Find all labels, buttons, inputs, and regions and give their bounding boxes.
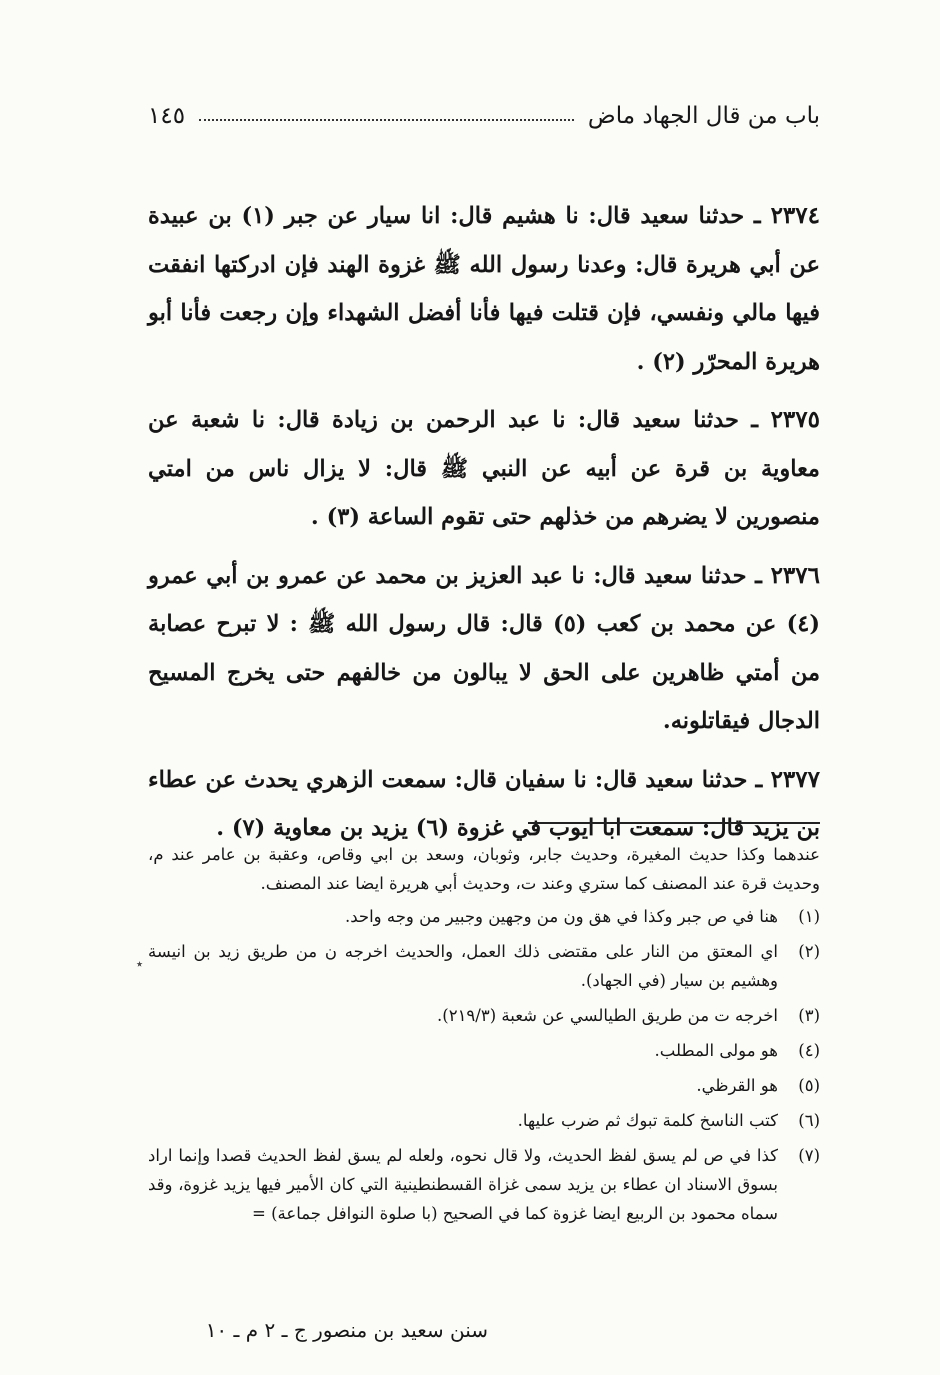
hadith-2377 bbox=[148, 756, 820, 853]
footnote-text: هو القرظي. bbox=[696, 1076, 778, 1095]
footnote-7 bbox=[148, 1141, 820, 1228]
footnote-text: هو مولى المطلب. bbox=[654, 1041, 778, 1060]
hadith-section bbox=[148, 192, 820, 863]
page-number: ١٤٥ bbox=[148, 103, 186, 129]
running-title: باب من قال الجهاد ماض bbox=[587, 103, 820, 129]
hadith-number: ٢٣٧٧ ـ bbox=[755, 765, 820, 793]
footnote-number: (٥) bbox=[798, 1076, 820, 1095]
footnote-4 bbox=[148, 1036, 820, 1065]
footnote-number: (٤) bbox=[798, 1041, 820, 1060]
hadith-text: حدثنا سعيد قال: نا عبد الرحمن بن زيادة قال: نا شعبة عن معاوية بن قرة عن أبيه عن النبي ﷺ قال: لا يزال ناس من امتي منصورين لا يضرهم من خذلهم حتى تقوم الساعة (٣) . bbox=[148, 407, 820, 530]
footnote-number: (٣) bbox=[798, 1006, 820, 1025]
signature-line: سنن سعيد بن منصور ج ـ ٢ م ـ ١٠ bbox=[205, 1318, 488, 1342]
footnote-5 bbox=[148, 1071, 820, 1100]
hadith-2375 bbox=[148, 396, 820, 542]
footnotes bbox=[148, 840, 820, 1234]
margin-mark: ٭ bbox=[136, 957, 144, 972]
hadith-text: حدثنا سعيد قال: نا عبد العزيز بن محمد عن عمرو بن أبي عمرو (٤) عن محمد بن كعب (٥) قال: قال رسول الله ﷺ : لا تبرح عصابة من أمتي ظاهرين على الحق لا يبالون من خالفهم حتى يخرج المسيح الدجال فيقاتلونه. bbox=[148, 562, 820, 734]
footnote-number: (٢) bbox=[798, 942, 820, 961]
footnote-text: كتب الناسخ كلمة تبوك ثم ضرب عليها. bbox=[517, 1111, 778, 1130]
hadith-number: ٢٣٧٤ ـ bbox=[753, 202, 820, 229]
hadith-number: ٢٣٧٥ ـ bbox=[751, 406, 820, 433]
footnote-number: (٦) bbox=[798, 1111, 820, 1130]
footnote-2 bbox=[148, 937, 820, 995]
hadith-text: حدثنا سعيد قال: نا سفيان قال: سمعت الزهري يحدث عن عطاء بن يزيد قال: سمعت ابا ايوب في غزوة (٦) يزيد بن معاوية (٧) . bbox=[148, 766, 820, 841]
hadith-2376 bbox=[148, 552, 820, 746]
footnote-1 bbox=[148, 902, 820, 931]
footnote-3 bbox=[148, 1001, 820, 1030]
footnote-separator bbox=[528, 822, 820, 824]
hadith-number: ٢٣٧٦ ـ bbox=[755, 561, 820, 589]
hadith-2374 bbox=[148, 192, 820, 386]
footnote-6 bbox=[148, 1106, 820, 1135]
footnote-number: (٧) bbox=[798, 1146, 820, 1165]
footnote-text: اي المعتق من النار على مقتضى ذلك العمل، والحديث اخرجه ن من طريق زيد بن انيسة وهشيم بن سيار (في الجهاد). bbox=[148, 942, 778, 990]
footnote-continuation: عندهما وكذا حديث المغيرة، وحديث جابر، وثوبان، وسعد بن ابي وقاص، وعقبة بن عامر عند م، وحديث قرة عند المصنف كما ستري وعند ت، وحديث أبي هريرة ايضا عند المصنف. bbox=[148, 845, 820, 893]
footnote-text: اخرجه ت من طريق الطيالسي عن شعبة (٢١٩/٣). bbox=[437, 1006, 778, 1025]
hadith-text: حدثنا سعيد قال: نا هشيم قال: انا سيار عن جبر (١) بن عبيدة عن أبي هريرة قال: وعدنا رسول الله ﷺ غزوة الهند فإن ادركتها انفقت فيها مالي ونفسي، فإن قتلت فيها فأنا أفضل الشهداء وإن رجعت فأنا أبو هريرة المحرّر (٢) . bbox=[148, 203, 820, 375]
footnote-number: (١) bbox=[798, 907, 820, 926]
footnote-text: هنا في ص جبر وكذا في هق ون من وجهين وجبير من وجه واحد. bbox=[344, 907, 778, 926]
header-dot-leader bbox=[199, 119, 574, 121]
page-header bbox=[148, 96, 820, 136]
footnote-text: كذا في ص لم يسق لفظ الحديث، ولا قال نحوه، ولعله لم يسق لفظ الحديث قصدا وإنما اراد بسوق الاسناد ان عطاء بن يزيد سمى غزاة القسطنطينية التي كان الأمير فيها يزيد غزوة، وقد سماه محمود بن الربيع ايضا غزوة كما في الصحيح (با صلوة النوافل جماعة) = bbox=[148, 1146, 779, 1223]
